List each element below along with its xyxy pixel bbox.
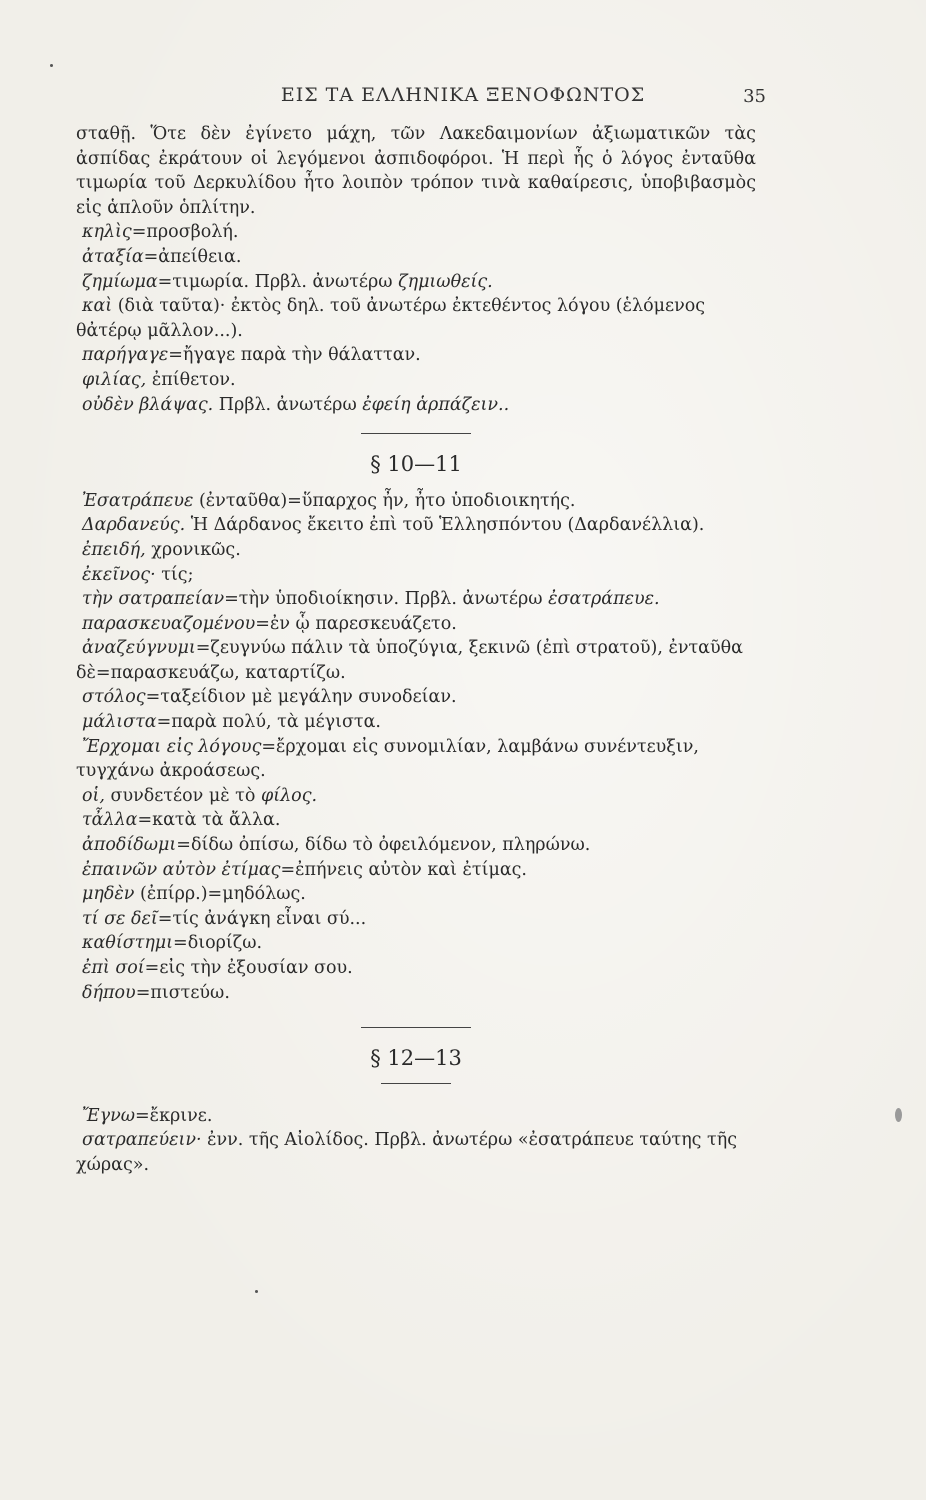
glossary-entry	[76, 587, 756, 612]
entry-list-c	[76, 1104, 756, 1178]
entry-headword: στόλος	[82, 687, 146, 708]
entry-headword: ἐπὶ σοί	[82, 958, 145, 978]
glossary-entry	[76, 393, 756, 418]
entry-cross-reference: ζημιωθείς.	[398, 271, 493, 292]
entry-headword: δήπου	[82, 982, 136, 1003]
entry-definition: συνδετέον μὲ τὸ	[104, 785, 261, 806]
running-head: ΕΙΣ ΤΑ ΕΛΛΗΝΙΚΑ ΞΕΝΟΦΩΝΤΟΣ	[280, 84, 646, 106]
glossary-entry	[76, 636, 756, 685]
entry-headword: οἱ,	[82, 785, 105, 806]
section-rule	[361, 1027, 471, 1028]
entry-definition: =τὴν ὑποδιοίκησιν. Πρβλ. ἀνωτέρω	[224, 589, 549, 610]
entry-definition: =ἤγαγε παρὰ τὴν θάλατταν.	[168, 345, 421, 366]
glossary-entry	[76, 710, 756, 735]
entry-headword: μηδὲν	[82, 884, 135, 905]
entry-headword: ἀποδίδωμι	[82, 835, 177, 856]
entry-headword: τὴν σατραπείαν	[82, 589, 225, 610]
glossary-entry	[76, 270, 756, 295]
entry-headword: τἆλλα	[82, 810, 138, 831]
glossary-entry	[76, 513, 756, 538]
entry-definition: ἐπίθετον.	[146, 369, 236, 390]
entry-definition: (ἐνταῦθα)=ὕπαρχος ἦν, ἦτο ὑποδιοικητής.	[193, 490, 576, 511]
entry-definition: =πιστεύω.	[135, 982, 230, 1003]
glossary-entry	[76, 956, 756, 981]
glossary-entry	[76, 907, 756, 932]
entry-headword: ἀταξία	[82, 246, 144, 267]
glossary-entry	[76, 784, 756, 809]
entry-definition: =τίς ἀνάγκη εἶναι σύ...	[157, 908, 367, 929]
entry-headword: κηλὶς	[82, 222, 132, 243]
entry-definition: Πρβλ. ἀνωτέρω	[213, 394, 363, 415]
entry-definition: =ἐν ᾧ παρεσκευάζετο.	[255, 613, 457, 634]
glossary-entry	[76, 735, 756, 784]
section-heading-10-11: § 10—11	[370, 452, 462, 477]
entry-cross-reference: ἐσατράπευε.	[548, 589, 660, 610]
entry-definition: =κατὰ τὰ ἄλλα.	[137, 810, 281, 831]
entry-headword: Ἔγνω	[82, 1105, 136, 1126]
print-speck	[50, 64, 53, 67]
main-text	[76, 122, 756, 1178]
entry-headword: μάλιστα	[82, 712, 157, 733]
glossary-entry	[76, 685, 756, 710]
entry-headword: παρήγαγε	[82, 345, 169, 366]
glossary-entry	[76, 343, 756, 368]
glossary-entry	[76, 882, 756, 907]
entry-headword: σατραπεύειν·	[82, 1130, 202, 1151]
entry-headword: ἐκεῖνος·	[82, 564, 156, 585]
entry-definition: (ἐπίρρ.)=μηδόλως.	[134, 884, 306, 905]
glossary-entry	[76, 489, 756, 514]
glossary-entry	[76, 538, 756, 563]
entry-definition: Ἡ Δάρδανος ἔκειτο ἐπὶ τοῦ Ἑλλησπόντου (Δαρδανέλλια).	[185, 515, 705, 536]
glossary-entry	[76, 1128, 756, 1177]
entry-headword: ἐπαινῶν αὐτὸν ἐτίμας	[82, 859, 281, 880]
section-heading-12-13: § 12—13	[370, 1046, 462, 1071]
glossary-entry	[76, 245, 756, 270]
glossary-entry	[76, 981, 756, 1006]
entry-headword: Δαρδανεύς.	[82, 515, 186, 536]
entry-list-b	[76, 489, 756, 1005]
section-underline	[381, 1083, 451, 1084]
glossary-entry	[76, 563, 756, 588]
glossary-entry	[76, 1104, 756, 1129]
entry-definition: =εἰς τὴν ἐξουσίαν σου.	[144, 958, 353, 978]
entry-definition: τίς;	[155, 564, 194, 585]
entry-headword: τί σε δεῖ	[82, 908, 158, 929]
entry-headword: ἀναζεύγνυμι	[82, 638, 196, 659]
entry-definition: =ἔρχομαι εἰς συνομιλίαν, λαμβάνω συνέντευξιν, τυγχάνω ἀκροάσεως.	[76, 736, 699, 782]
entry-definition: =δίδω ὀπίσω, δίδω τὸ ὀφειλόμενον, πληρώνω.	[176, 835, 591, 856]
entry-headword: οὐδὲν βλάψας.	[82, 394, 214, 415]
entry-headword: ἐπειδή,	[82, 539, 146, 560]
entry-cross-reference: ἐφείη ἁρπάζειν..	[362, 394, 510, 415]
glossary-entry	[76, 808, 756, 833]
entry-cross-reference: φίλος.	[260, 785, 318, 806]
entry-definition: =παρὰ πολύ, τὰ μέγιστα.	[156, 712, 381, 733]
entry-definition: χρονικῶς.	[145, 539, 241, 560]
entry-definition: =ἀπείθεια.	[143, 246, 242, 267]
entry-definition: =ζευγνύω πάλιν τὰ ὑποζύγια, ξεκινῶ (ἐπὶ στρατοῦ), ἐνταῦθα δὲ=παρασκευάζω, καταρτίζω.	[76, 638, 743, 683]
entry-headword: φιλίας,	[82, 369, 147, 390]
glossary-entry	[76, 220, 756, 245]
glossary-entry	[76, 858, 756, 883]
entry-headword: ζημίωμα	[82, 271, 158, 292]
glossary-entry	[76, 368, 756, 393]
entry-list-a	[76, 220, 756, 417]
entry-headword: Ἐσατράπευε	[82, 490, 194, 511]
glossary-entry	[76, 612, 756, 637]
glossary-entry	[76, 294, 756, 343]
entry-definition: =ἐπήνεις αὐτὸν καὶ ἐτίμας.	[280, 859, 527, 880]
page-number: 35	[743, 86, 766, 107]
entry-definition: =προσβολή.	[131, 222, 239, 243]
entry-definition: =ταξείδιον μὲ μεγάλην συνοδείαν.	[145, 687, 457, 708]
entry-definition: =διορίζω.	[173, 933, 263, 954]
section-rule	[361, 433, 471, 434]
entry-headword: καὶ	[82, 296, 113, 317]
entry-definition: =τιμωρία. Πρβλ. ἀνωτέρω	[157, 271, 399, 292]
entry-definition: (διὰ ταῦτα)· ἐκτὸς δηλ. τοῦ ἀνωτέρω ἐκτεθέντος λόγου (ἑλόμενος θἀτέρῳ μᾶλλον...).	[76, 296, 706, 341]
print-speck	[255, 1290, 258, 1293]
ink-smudge	[895, 1108, 902, 1122]
entry-headword: παρασκευαζομένου	[82, 613, 256, 634]
entry-headword: καθίστημι	[82, 933, 174, 954]
opening-paragraph: σταθῇ. Ὅτε δὲν ἐγίνετο μάχη, τῶν Λακεδαιμονίων ἀξιωματικῶν τὰς ἀσπίδας ἐκράτουν οἱ λεγόμενοι ἀσπιδοφόροι. Ἡ περὶ ἧς ὁ λόγος ἐνταῦθα τιμωρία τοῦ Δερκυλίδου ἦτο λοιπὸν τρόπον τινὰ καθαίρεσις, ὑποβιβασμὸς εἰς ἁπλοῦν ὁπλίτην.	[76, 124, 756, 218]
glossary-entry	[76, 931, 756, 956]
entry-definition: ἐνν. τῆς Αἰολίδος. Πρβλ. ἀνωτέρω «ἐσατράπευε ταύτης τῆς χώρας».	[76, 1130, 738, 1175]
glossary-entry	[76, 833, 756, 858]
entry-definition: =ἔκρινε.	[135, 1105, 213, 1126]
entry-headword: Ἔρχομαι εἰς λόγους	[82, 736, 262, 757]
